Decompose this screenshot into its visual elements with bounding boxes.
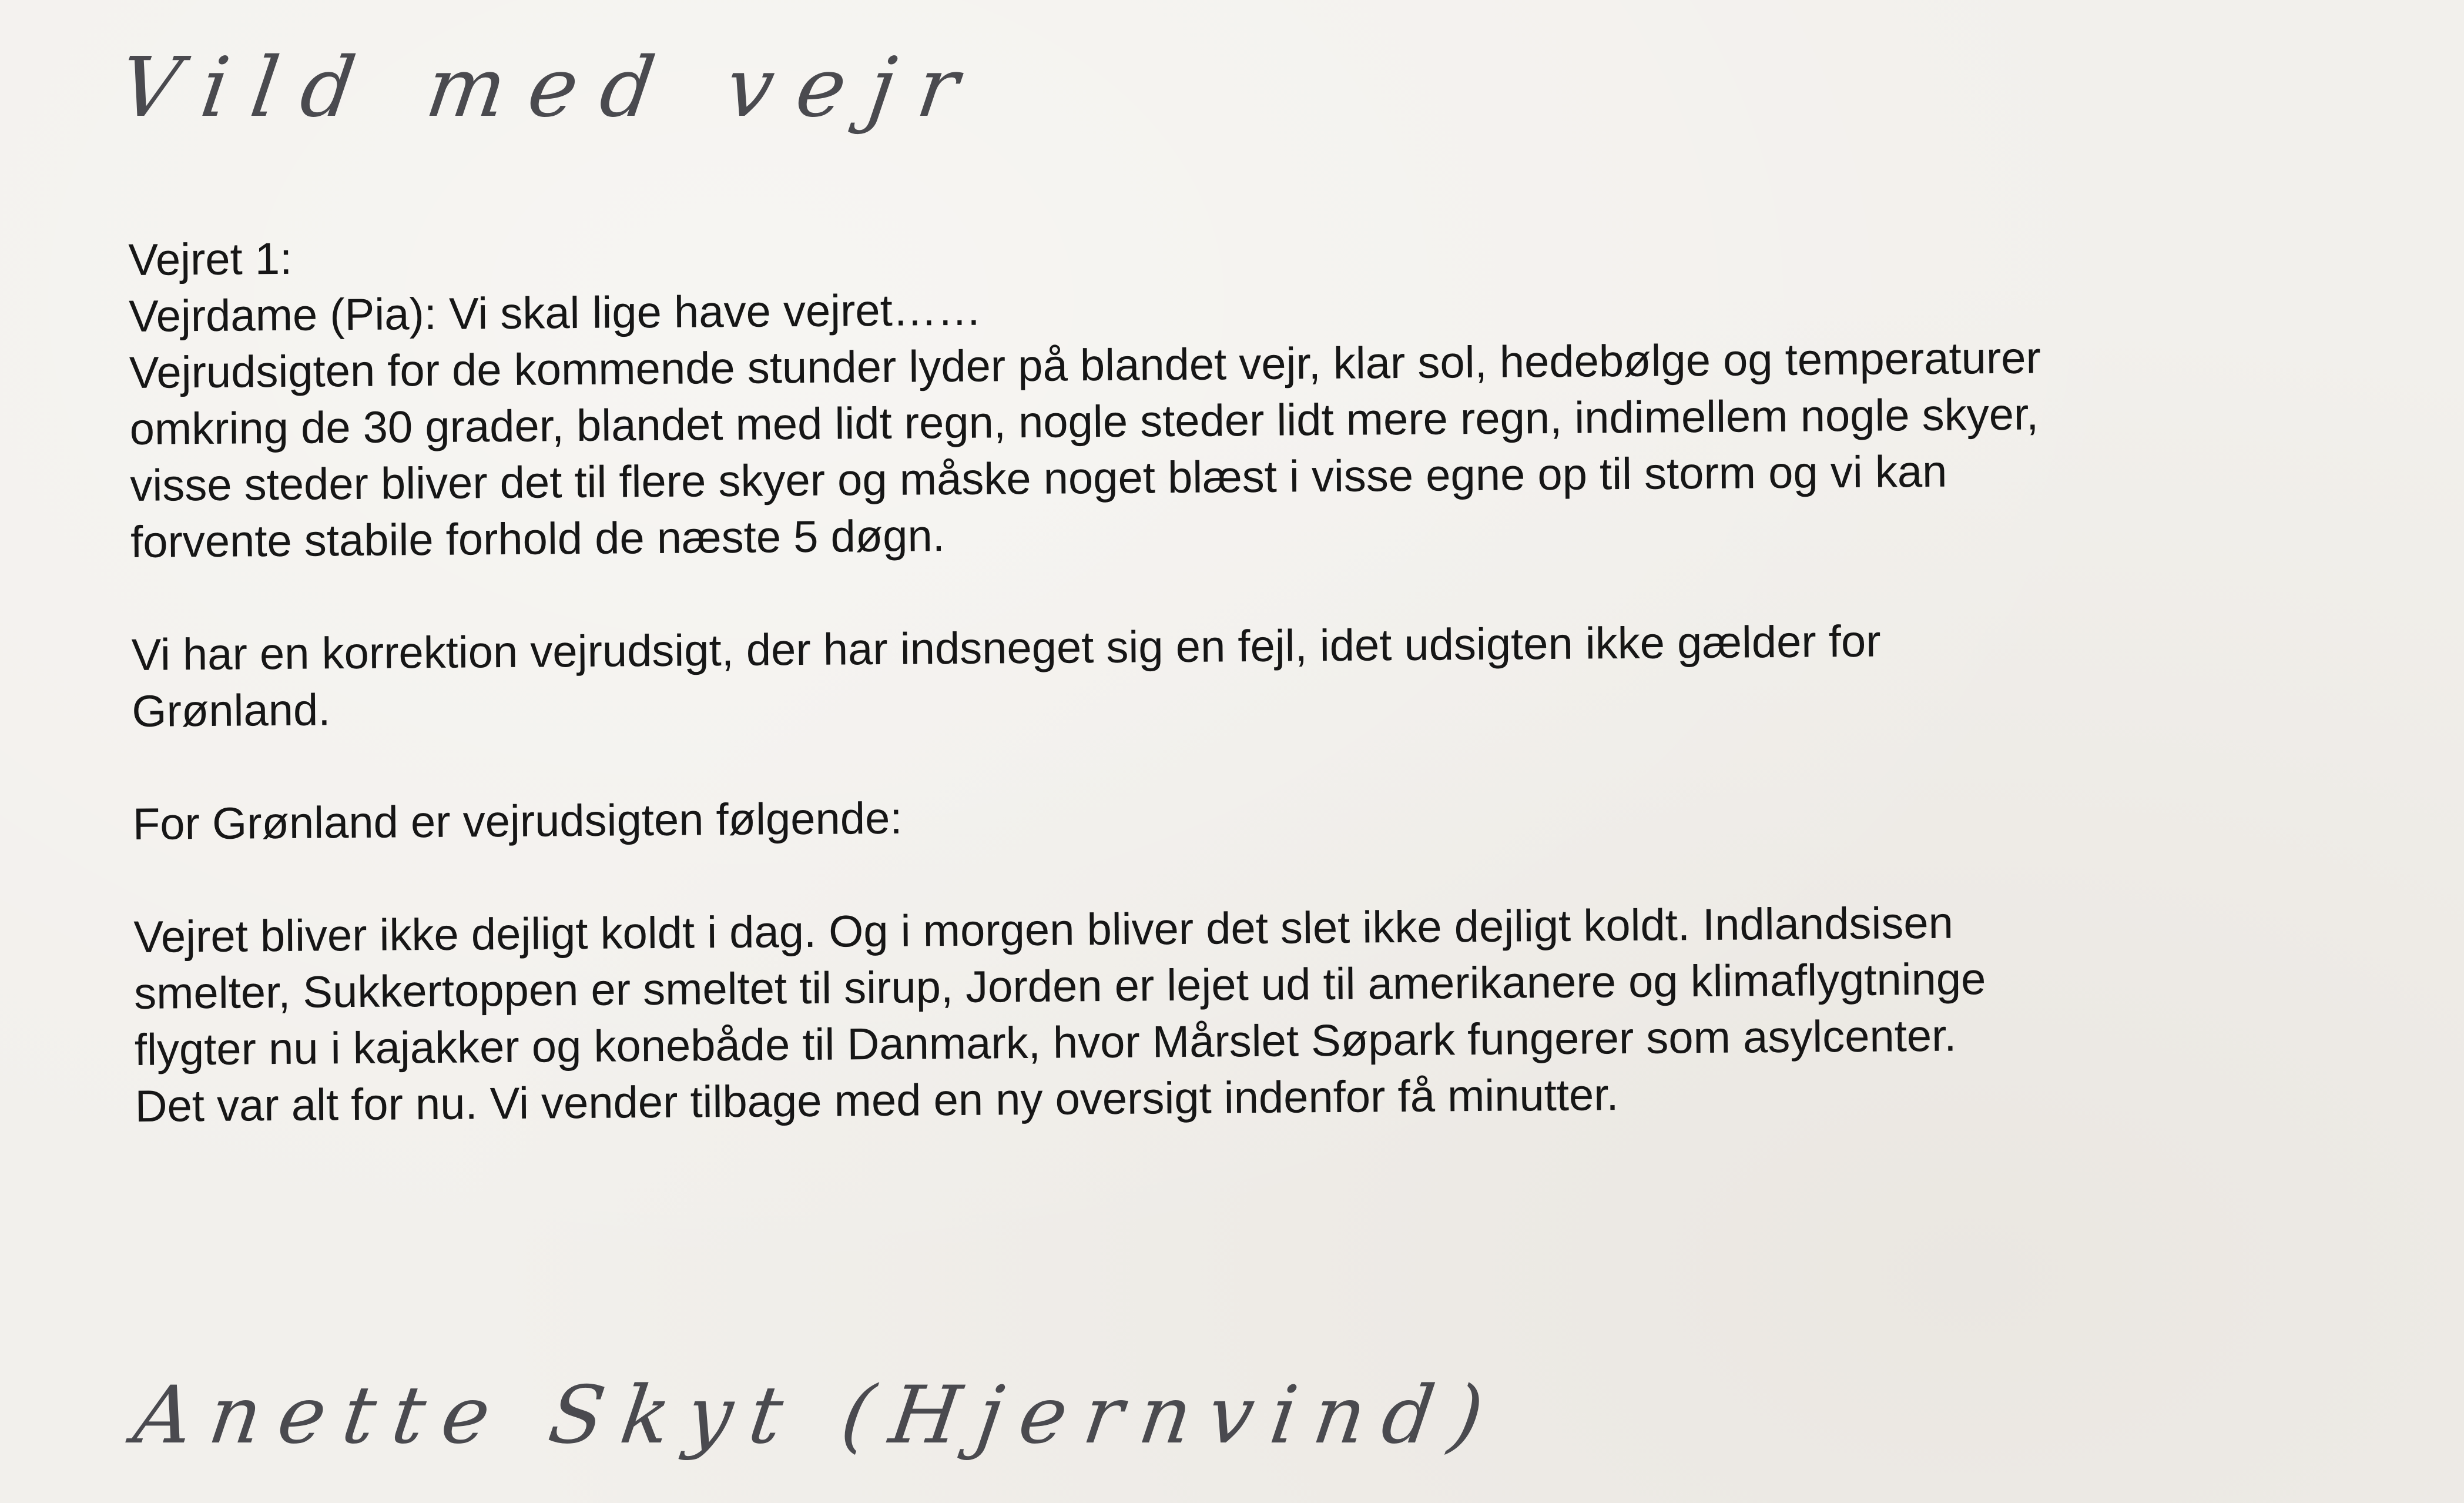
heading: Vejret 1: — [128, 233, 293, 285]
paragraph-greenland-heading: For Grønland er vejrudsigten følgende: — [132, 793, 903, 849]
paragraph-forecast: Vejrudsigten for de kommende stunder lyder på blandet vejr, klar sol, hedebølge og temperaturer omkring de 30 grader, blandet med lidt regn, nogle steder lidt mere regn, indimellem nogle skyer, visse steder bliver det til flere skyer og måske noget blæst i visse egne op til storm og vi kan forvente stabile forhold de næste 5 døgn. — [129, 333, 2041, 567]
typed-body — [128, 215, 2415, 1135]
paragraph-greenland-forecast: Vejret bliver ikke dejligt koldt i dag. Og i morgen bliver det slet ikke dejligt koldt. Indlandsisen smelter, Sukkertoppen er smeltet til sirup, Jorden er lejet ud til amerikanere og klimaflygtninge flygter nu i kajakker og konebåde til Danmark, hvor Mårslet Søpark fungerer som asylcenter. Det var alt for nu. Vi vender tilbage med en ny oversigt indenfor få minutter. — [133, 898, 1986, 1132]
paragraph-correction: Vi har en korrektion vejrudsigt, der har indsneget sig en fejl, idet udsigten ikke gælder for Grønland. — [131, 616, 1881, 737]
handwritten-title: Vild med vejr — [113, 40, 988, 136]
intro-line: Vejrdame (Pia): Vi skal lige have vejret…… — [128, 284, 983, 342]
handwritten-signature: Anette Skyt (Hjernvind) — [128, 1369, 1507, 1461]
